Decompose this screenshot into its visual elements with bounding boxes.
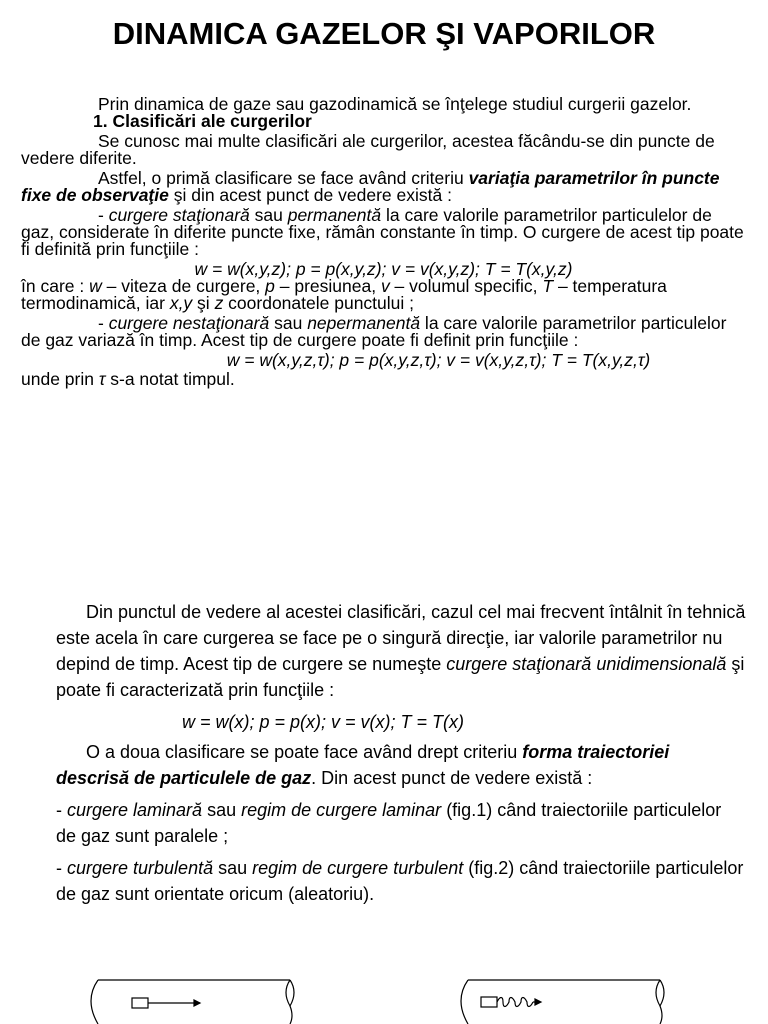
formula-unidimensional: w = w(x); p = p(x); v = v(x); T = T(x) [182,712,465,732]
gas-particle [132,998,148,1008]
symbol: T [542,276,554,296]
section-lower [56,599,746,907]
document-title: DINAMICA GAZELOR ŞI VAPORILOR [112,16,656,51]
section-heading: 1. Clasificări ale curgerilor [93,111,312,131]
text-run: – viteza de curgere, [101,276,266,296]
text-run: sau [213,858,253,878]
paragraph-cunosc: Se cunosc mai multe clasificări ale curgerilor, acestea făcându-se din puncte de vedere diferite. [21,131,715,168]
text-run: la care valorile parametrilor particulelor de gaz, considerate în diferite puncte fixe, rămân constante în timp. O curgere de acest tip poate fi definită prin funcţiile : [21,205,744,259]
text-run: - [56,858,67,878]
pipe-right-end-lower [290,1006,292,1024]
text-run: Din punctul de vedere al acestei clasificări, cazul cel mai frecvent întâlnit în tehnică este acela în care curgerea se face pe o singură direcţie, iar valorile parametrilor nu depind de timp. Acest tip de curgere se numeşte [56,602,746,674]
intro-paragraph: Prin dinamica de gaze sau gazodinamică se înţelege studiul curgerii gazelor. [98,94,692,114]
emphasis-term: curgere staţionară unidimensională [446,654,727,674]
paragraph-stationara [21,207,746,258]
symbol: v [380,276,390,296]
pipe-right-end-lower [660,1006,662,1024]
pipe-right-end [286,980,294,1006]
text-run: la care valorile parametrilor particulelor de gaz variază în timp. Acest tip de curgere poate fi definit prin funcţiile : [21,313,727,350]
emphasis-term: permanentă [287,205,382,225]
text-run: – volumul specific, [389,276,543,296]
emphasis-term: curgere staţionară [108,205,250,225]
emphasis-term: nepermanentă [307,313,421,333]
paragraph-unde [21,371,746,388]
symbol: x,y [169,293,193,313]
text-run: coordonatele punctului ; [223,293,415,313]
gas-particle [481,997,497,1007]
text-run: sau [269,313,308,333]
emphasis-term: curgere turbulentă [67,858,214,878]
arrow-head-icon [535,999,541,1005]
paragraph-nestationara [21,315,746,349]
symbol: p [265,276,275,296]
emphasis-term: curgere laminară [67,800,203,820]
text-run: – presiunea, [274,276,381,296]
pipe-right-end [656,980,664,1006]
emphasis-term: curgere nestaţionară [108,313,270,333]
emphasis-criterion: variaţia parametrilor în puncte fixe de observaţie [21,168,720,205]
figures-row [0,968,768,1024]
arrow-head-icon [194,1000,200,1006]
laminar-flow-pipe-figure [91,980,294,1024]
text-run: - [56,800,67,820]
emphasis-term: regim de curgere laminar [241,800,442,820]
text-run: – temperatura termodinamică, iar [21,276,667,313]
text-run: şi poate fi caracterizată prin funcţiile : [56,654,745,700]
paragraph-incare [21,278,746,312]
emphasis-term: regim de curgere turbulent [252,858,464,878]
turbulent-flow-pipe-figure [461,980,664,1024]
text-run: O a doua clasificare se poate face având drept criteriu [86,742,523,762]
text-run: Astfel, o primă clasificare se face având criteriu [98,168,469,188]
symbol: z [214,293,224,313]
turbulent-trajectory-coil [497,998,533,1007]
text-run: unde prin [21,369,99,389]
text-run: s-a notat timpul. [105,369,235,389]
flow-figures [0,968,768,1024]
symbol: w [89,276,102,296]
text-run: sau [249,205,288,225]
text-run: (fig.2) când traiectoriile particulelor de gaz sunt orientate oricum (aleatoriu). [56,858,744,904]
text-run: - [98,205,109,225]
symbol-tau: τ [98,369,106,389]
section-upper [21,96,746,388]
text-run: - [98,313,109,333]
pipe-left-end [461,980,468,1024]
text-run: sau [202,800,242,820]
text-run: în care : [21,276,90,296]
paragraph-dinpunct [56,599,746,703]
text-run: şi [192,293,215,313]
pipe-left-end [91,980,98,1024]
paragraph-turbulenta [56,855,746,907]
text-run: (fig.1) când traiectoriile particulelor de gaz sunt paralele ; [56,800,722,846]
emphasis-criterion: forma traiectoriei descrisă de particulele de gaz [56,742,670,788]
paragraph-adoua [56,739,746,791]
paragraph-astfel [21,170,746,204]
text-run: . Din acest punct de vedere există : [311,768,593,788]
formula-nonstationary: w = w(x,y,z,τ); p = p(x,y,z,τ); v = v(x,y,z,τ); T = T(x,y,z,τ) [226,350,651,370]
formula-stationary: w = w(x,y,z); p = p(x,y,z); v = v(x,y,z); T = T(x,y,z) [194,259,573,279]
paragraph-laminara [56,797,746,849]
text-run: şi din acest punct de vedere există : [168,185,452,205]
